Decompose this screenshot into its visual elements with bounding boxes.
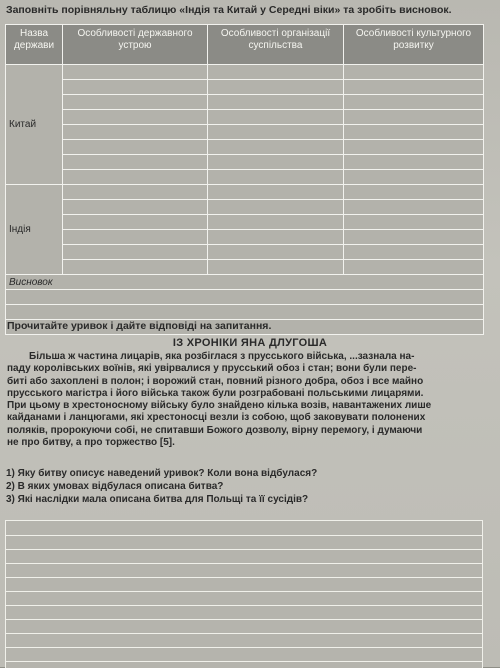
conclusion-cell[interactable] bbox=[6, 305, 484, 320]
table-cell[interactable] bbox=[63, 140, 208, 155]
answer-line bbox=[6, 563, 482, 564]
conclusion-cell[interactable] bbox=[6, 290, 484, 305]
table-cell[interactable] bbox=[344, 140, 484, 155]
table-row bbox=[6, 185, 484, 200]
table-cell[interactable] bbox=[344, 155, 484, 170]
excerpt-title: ІЗ ХРОНІКИ ЯНА ДЛУГОША bbox=[172, 337, 328, 349]
header-culture: Особливості культурного розвитку bbox=[344, 25, 484, 65]
table-cell[interactable] bbox=[208, 80, 344, 95]
table-cell[interactable] bbox=[208, 260, 344, 275]
question-list bbox=[6, 467, 486, 506]
table-cell[interactable] bbox=[208, 245, 344, 260]
table-cell[interactable] bbox=[63, 170, 208, 185]
table-cell[interactable] bbox=[63, 230, 208, 245]
table-cell[interactable] bbox=[208, 200, 344, 215]
table-cell[interactable] bbox=[63, 215, 208, 230]
answer-line bbox=[6, 549, 482, 550]
table-row bbox=[6, 80, 484, 95]
table-row bbox=[6, 155, 484, 170]
question-item: 2) В яких умовах відбулася описана битва? bbox=[6, 481, 224, 492]
header-society: Особливості організації суспільства bbox=[208, 25, 344, 65]
table-cell[interactable] bbox=[344, 80, 484, 95]
comparison-table bbox=[5, 24, 484, 335]
conclusion-line bbox=[6, 305, 484, 320]
table-instruction: Заповніть порівняльну таблицю «Індія та Китай у Середні віки» та зробіть висновок. bbox=[6, 4, 452, 16]
table-cell[interactable] bbox=[344, 200, 484, 215]
answer-line bbox=[6, 577, 482, 578]
table-row bbox=[6, 230, 484, 245]
table-cell[interactable] bbox=[344, 215, 484, 230]
table-row bbox=[6, 215, 484, 230]
table-cell[interactable] bbox=[344, 125, 484, 140]
table-cell[interactable] bbox=[63, 110, 208, 125]
excerpt-line: кайданами і ланцюгами, які хрестоносці везли із собою, щоб заковувати полонених bbox=[7, 412, 426, 424]
table-row bbox=[6, 110, 484, 125]
table-cell[interactable] bbox=[63, 260, 208, 275]
table-cell[interactable] bbox=[344, 110, 484, 125]
table-cell[interactable] bbox=[208, 110, 344, 125]
answer-line bbox=[6, 591, 482, 592]
table-cell[interactable] bbox=[344, 245, 484, 260]
reading-prompt: Прочитайте уривок і дайте відповіді на запитання. bbox=[7, 320, 272, 332]
table-cell[interactable] bbox=[63, 65, 208, 80]
table-cell[interactable] bbox=[63, 185, 208, 200]
table-row bbox=[6, 200, 484, 215]
table-cell[interactable] bbox=[208, 170, 344, 185]
conclusion-row bbox=[6, 275, 484, 290]
answer-line bbox=[6, 619, 482, 620]
table-cell[interactable] bbox=[63, 245, 208, 260]
table-cell[interactable] bbox=[208, 125, 344, 140]
table-row bbox=[6, 260, 484, 275]
table-cell[interactable] bbox=[208, 185, 344, 200]
table-cell[interactable] bbox=[208, 230, 344, 245]
table-cell[interactable] bbox=[344, 260, 484, 275]
excerpt-line: прусського магістра і його війська також були розграбовані польськими лицарями. bbox=[7, 387, 424, 399]
table-cell[interactable] bbox=[208, 140, 344, 155]
table-cell[interactable] bbox=[208, 155, 344, 170]
answer-area[interactable] bbox=[5, 520, 483, 668]
excerpt-line: Більша ж частина лицарів, яка розбіглася з прусського війська, ...зазнала на- bbox=[29, 351, 415, 362]
table-cell[interactable] bbox=[208, 65, 344, 80]
excerpt-line: При цьому в хрестоносному війську було знайдено кілька возів, навантажених лише bbox=[7, 400, 432, 412]
table-cell[interactable] bbox=[63, 200, 208, 215]
table-cell[interactable] bbox=[63, 80, 208, 95]
answer-line bbox=[6, 647, 482, 648]
excerpt-line: поляків, пророкуючи собі, не спитавши Божого дозволу, вірну перемогу, і думаючи bbox=[7, 424, 423, 436]
table-cell[interactable] bbox=[344, 170, 484, 185]
question-item: 3) Які наслідки мала описана битва для Польщі та її сусідів? bbox=[6, 494, 309, 505]
question-item: 1) Яку битву описує наведений уривок? Коли вона відбулася? bbox=[6, 468, 318, 479]
table-cell[interactable] bbox=[63, 155, 208, 170]
header-country: Назва держави bbox=[6, 25, 63, 65]
answer-line bbox=[6, 661, 482, 662]
table-cell[interactable] bbox=[63, 95, 208, 110]
conclusion-line bbox=[6, 290, 484, 305]
table-cell[interactable] bbox=[344, 185, 484, 200]
excerpt-line: не про битву, а про торжество [5]. bbox=[7, 437, 175, 449]
table-cell[interactable] bbox=[208, 95, 344, 110]
table-cell[interactable] bbox=[63, 125, 208, 140]
answer-line bbox=[6, 605, 482, 606]
table-row bbox=[6, 140, 484, 155]
conclusion-label: Висновок bbox=[6, 275, 484, 290]
table-cell[interactable] bbox=[208, 215, 344, 230]
table-cell[interactable] bbox=[344, 65, 484, 80]
table-row bbox=[6, 170, 484, 185]
excerpt-line: биті або захоплені в полон; і ворожий стан, повний різного добра, обоз і все майно bbox=[7, 375, 424, 387]
excerpt-text bbox=[7, 351, 485, 449]
answer-line bbox=[6, 633, 482, 634]
table-row bbox=[6, 245, 484, 260]
country-india: Індія bbox=[6, 185, 63, 275]
header-government: Особливості державного устрою bbox=[63, 25, 208, 65]
country-china: Китай bbox=[6, 65, 63, 185]
table-row bbox=[6, 125, 484, 140]
table-row bbox=[6, 95, 484, 110]
table-cell[interactable] bbox=[344, 95, 484, 110]
answer-line bbox=[6, 535, 482, 536]
table-cell[interactable] bbox=[344, 230, 484, 245]
table-header-row bbox=[6, 25, 484, 65]
excerpt-line: паду королівських воїнів, які увірвалися у прусський обоз і стан; вони були пере- bbox=[7, 363, 417, 375]
table-row bbox=[6, 65, 484, 80]
